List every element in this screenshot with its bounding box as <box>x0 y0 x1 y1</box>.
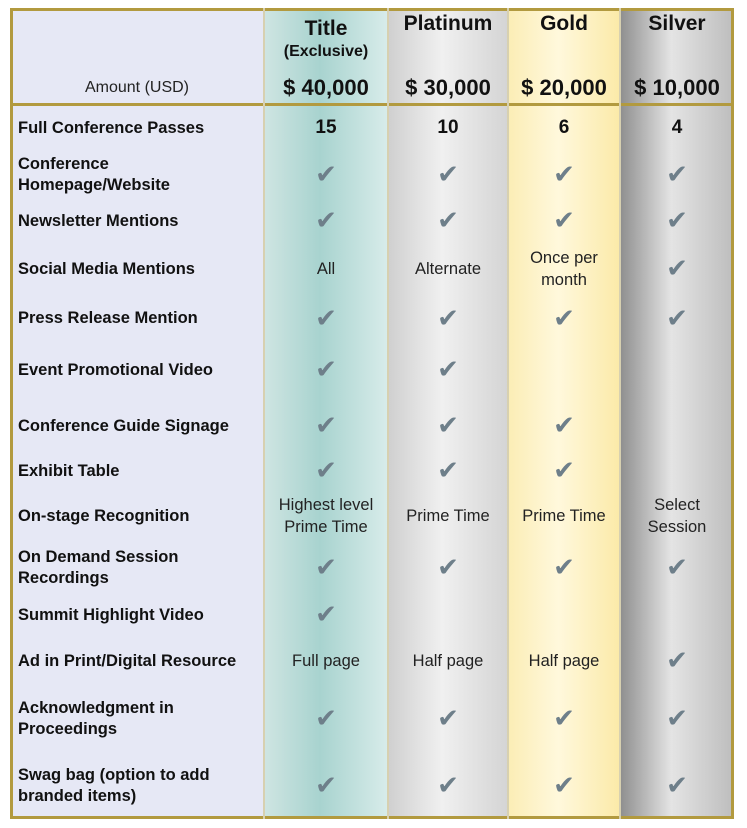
checkmark-icon: ✔ <box>553 303 575 334</box>
checkmark-icon: ✔ <box>315 355 337 385</box>
column-divider <box>507 8 509 819</box>
checkmark-icon: ✔ <box>315 770 337 801</box>
header-separator <box>10 103 734 106</box>
checkmark-icon: ✔ <box>666 770 688 801</box>
amount-value: $ 30,000 <box>405 75 491 100</box>
row-label: Social Media Mentions <box>18 259 195 278</box>
benefit-value: 6 <box>558 117 570 138</box>
checkmark-icon: ✔ <box>315 600 337 630</box>
row-label: Event Promotional Video <box>18 360 213 379</box>
checkmark-icon: ✔ <box>666 703 688 734</box>
row-label: Full Conference Passes <box>18 118 205 137</box>
benefit-value: Half page <box>528 652 600 670</box>
checkmark-icon: ✔ <box>666 160 688 190</box>
checkmark-icon: ✔ <box>315 411 337 441</box>
amount-label: Amount (USD) <box>84 79 190 96</box>
benefit-value: Prime Time <box>406 507 490 525</box>
tier-name: Title <box>304 17 348 40</box>
checkmark-icon: ✔ <box>315 206 337 236</box>
benefit-value: Once per month <box>530 249 598 289</box>
checkmark-icon: ✔ <box>666 254 688 284</box>
benefit-value: Alternate <box>414 260 482 278</box>
checkmark-icon: ✔ <box>666 646 688 676</box>
benefit-value: All <box>316 260 336 278</box>
benefit-value: Full page <box>292 652 360 670</box>
row-label: On-stage Recognition <box>18 506 190 525</box>
checkmark-icon: ✔ <box>553 703 575 734</box>
benefit-value: Highest level Prime Time <box>278 496 374 536</box>
checkmark-icon: ✔ <box>437 303 459 334</box>
checkmark-icon: ✔ <box>437 770 459 801</box>
checkmark-icon: ✔ <box>437 456 459 486</box>
benefit-value: 15 <box>315 117 337 138</box>
checkmark-icon: ✔ <box>437 160 459 190</box>
benefit-value: 4 <box>671 117 683 138</box>
checkmark-icon: ✔ <box>315 553 337 583</box>
checkmark-icon: ✔ <box>553 411 575 441</box>
checkmark-icon: ✔ <box>437 411 459 441</box>
table-border <box>10 8 734 819</box>
row-label: Ad in Print/Digital Resource <box>18 651 237 670</box>
benefit-value: Prime Time <box>522 507 606 525</box>
tier-note: (Exclusive) <box>283 43 369 60</box>
row-label: Acknowledgment in Proceedings <box>18 698 174 738</box>
amount-value: $ 40,000 <box>283 75 369 100</box>
tier-name: Gold <box>540 12 588 35</box>
amount-value: $ 20,000 <box>521 75 607 100</box>
row-label: Press Release Mention <box>18 309 198 327</box>
checkmark-icon: ✔ <box>315 160 337 190</box>
row-label: On Demand Session Recordings <box>18 548 179 587</box>
checkmark-icon: ✔ <box>437 355 459 385</box>
checkmark-icon: ✔ <box>666 553 688 583</box>
checkmark-icon: ✔ <box>553 553 575 583</box>
row-label: Exhibit Table <box>18 461 120 480</box>
checkmark-icon: ✔ <box>437 206 459 236</box>
checkmark-icon: ✔ <box>315 303 337 334</box>
row-label: Conference Homepage/Website <box>18 155 170 194</box>
row-label: Conference Guide Signage <box>18 416 229 435</box>
checkmark-icon: ✔ <box>437 703 459 734</box>
amount-value: $ 10,000 <box>634 75 720 100</box>
tier-name: Silver <box>648 12 706 35</box>
checkmark-icon: ✔ <box>666 303 688 334</box>
checkmark-icon: ✔ <box>666 206 688 236</box>
checkmark-icon: ✔ <box>553 770 575 801</box>
row-label: Swag bag (option to add branded items) <box>18 765 210 805</box>
benefit-value: Half page <box>412 652 484 670</box>
column-divider <box>387 8 389 819</box>
column-divider <box>263 8 265 819</box>
checkmark-icon: ✔ <box>315 703 337 734</box>
column-divider <box>619 8 621 819</box>
tier-name: Platinum <box>403 12 493 35</box>
benefit-value: Select Session <box>647 496 707 536</box>
checkmark-icon: ✔ <box>553 160 575 190</box>
checkmark-icon: ✔ <box>553 456 575 486</box>
row-label: Summit Highlight Video <box>18 605 204 624</box>
row-label: Newsletter Mentions <box>18 211 179 230</box>
checkmark-icon: ✔ <box>437 553 459 583</box>
checkmark-icon: ✔ <box>315 456 337 486</box>
benefit-value: 10 <box>437 117 459 138</box>
checkmark-icon: ✔ <box>553 206 575 236</box>
